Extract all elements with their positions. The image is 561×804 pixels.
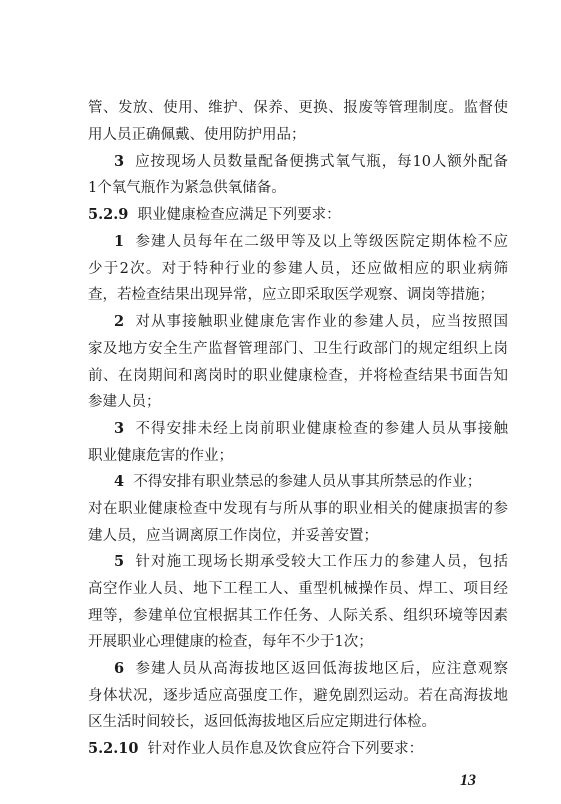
text-line: 区生活时间较长，返回低海拔地区后应定期进行体检。 — [88, 714, 436, 730]
item-number: 5 — [114, 553, 125, 570]
text-line: 理等，参建单位宜根据其工作任务、人际关系、组织环境等因素 — [88, 608, 508, 624]
page-number: 13 — [460, 772, 476, 789]
list-item-2: 2 对从事接触职业健康危害作业的参建人员，应当按照国 — [114, 313, 508, 330]
text-line: 职业健康危害的作业； — [88, 448, 233, 464]
list-item-4: 4 不得安排有职业禁忌的参建人员从事其所禁忌的作业； — [114, 473, 482, 490]
list-item-3: 3 应按现场人员数量配备便携式氧气瓶，每10人额外配备 — [114, 153, 508, 170]
list-item-5: 5 针对施工现场长期承受较大工作压力的参建人员，包括 — [114, 553, 508, 570]
text-line: 对在职业健康检查中发现有与所从事的职业相关的健康损害的参 — [88, 501, 508, 517]
item-number: 3 — [114, 153, 125, 170]
item-number: 3 — [114, 420, 125, 437]
item-number: 6 — [114, 660, 125, 677]
text-line: 前、在岗期间和离岗时的职业健康检查，并将检查结果书面告知 — [88, 368, 508, 384]
text-line: 建人员，应当调离原工作岗位，并妥善安置； — [88, 528, 378, 544]
clause-heading: 5.2.9 职业健康检查应满足下列要求： — [88, 206, 341, 223]
list-item-1: 1 参建人员每年在二级甲等及以上等级医院定期体检不应 — [114, 233, 508, 250]
text-line: 查，若检查结果出现异常，应立即采取医学观察、调岗等措施； — [88, 287, 494, 303]
item-number: 4 — [114, 473, 125, 490]
text-line: 开展职业心理健康的检查，每年不少于1次； — [88, 634, 373, 650]
text-line: 参建人员； — [88, 394, 161, 410]
text-line: 高空作业人员、地下工程工人、重型机械操作员、焊工、项目经 — [88, 581, 508, 597]
clause-number: 5.2.9 — [88, 206, 129, 223]
text-line: 管、发放、使用、维护、保养、更换、报废等管理制度。监督使 — [88, 100, 508, 116]
text-line: 身体状况，逐步适应高强度工作，避免剧烈运动。若在高海拔地 — [88, 688, 508, 704]
item-number: 2 — [114, 313, 125, 330]
clause-heading: 5.2.10 针对作业人员作息及饮食应符合下列要求： — [88, 740, 424, 757]
text-line: 家及地方安全生产监督管理部门、卫生行政部门的规定组织上岗 — [88, 341, 508, 357]
clause-number: 5.2.10 — [88, 740, 139, 757]
item-number: 1 — [114, 233, 125, 250]
list-item-6: 6 参建人员从高海拔地区返回低海拔地区后，应注意观察 — [114, 660, 508, 677]
list-item-3b: 3 不得安排未经上岗前职业健康检查的参建人员从事接触 — [114, 420, 508, 437]
text-line: 少于2次。对于特种行业的参建人员，还应做相应的职业病筛 — [88, 261, 508, 277]
text-line: 1个氧气瓶作为紧急供氧储备。 — [88, 180, 286, 196]
text-line: 用人员正确佩戴、使用防护用品； — [88, 127, 306, 143]
